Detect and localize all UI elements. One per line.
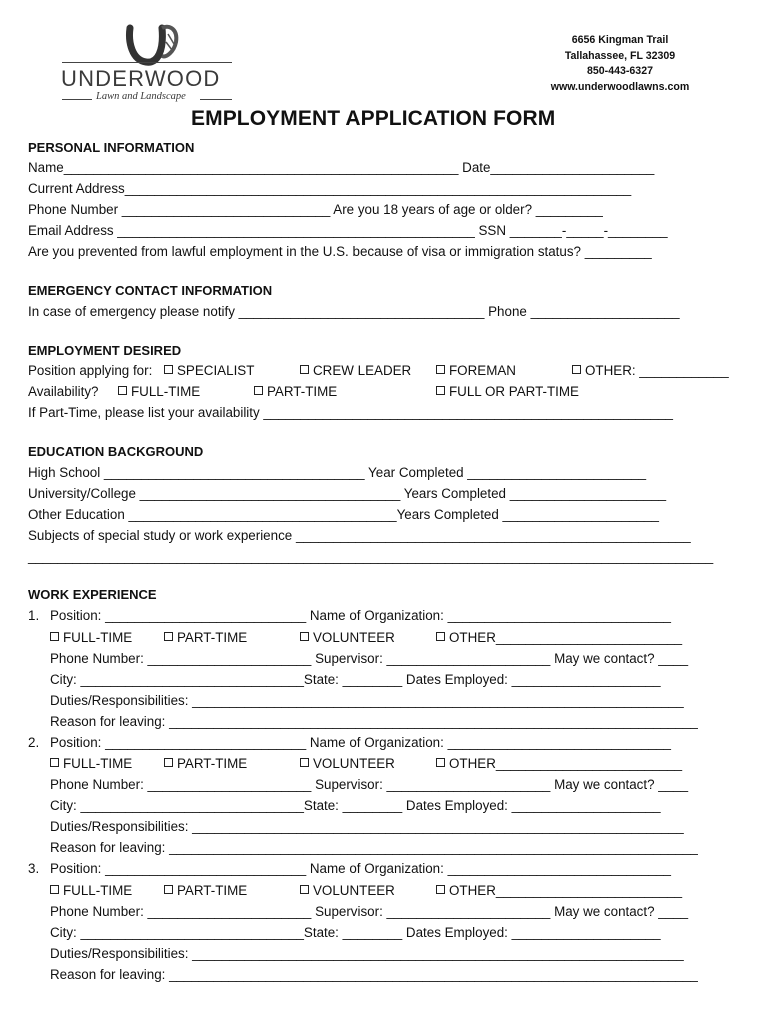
checkbox-full-time[interactable] (50, 756, 132, 772)
section-heading-education: EDUCATION BACKGROUND (28, 444, 204, 459)
checkbox-other[interactable] (436, 883, 682, 899)
checkbox-label: PART-TIME (177, 630, 248, 645)
entry-number: 1. (28, 608, 40, 623)
checkbox-label: VOLUNTEER (313, 883, 395, 898)
checkbox-part-time[interactable] (164, 883, 247, 899)
checkbox-icon[interactable] (164, 365, 173, 374)
checkbox-icon[interactable] (572, 365, 581, 374)
address-web: www.underwoodlawns.com (550, 80, 690, 93)
position-org-field[interactable]: Position: ___________________________ Name of Organization: ______________________________ (50, 861, 671, 876)
checkbox-icon[interactable] (436, 758, 445, 767)
checkbox-icon[interactable] (436, 365, 445, 374)
checkbox-part-time[interactable] (164, 630, 247, 646)
phone-field[interactable]: Phone Number ____________________________ Are you 18 years of age or older? _________ (28, 202, 603, 217)
checkbox-label: FULL-TIME (63, 883, 133, 898)
checkbox-label: CREW LEADER (313, 363, 412, 378)
company-address (520, 33, 720, 95)
checkbox-label: FULL-TIME (63, 630, 133, 645)
checkbox-icon[interactable] (300, 365, 309, 374)
entry-number: 3. (28, 861, 40, 876)
checkbox-other-position[interactable] (572, 363, 729, 379)
address-city: Tallahassee, FL 32309 (564, 49, 676, 62)
checkbox-volunteer[interactable] (300, 630, 395, 646)
checkbox-icon[interactable] (436, 386, 445, 395)
checkbox-crew-leader[interactable] (300, 363, 411, 379)
logo-name: UNDERWOOD (61, 66, 221, 91)
phone-supervisor-field[interactable]: Phone Number: ______________________ Supervisor: ______________________ May we contact? ____ (50, 777, 689, 792)
checkbox-icon[interactable] (50, 758, 59, 767)
checkbox-icon[interactable] (118, 386, 127, 395)
checkbox-full-or-part-time[interactable] (436, 384, 579, 400)
duties-field[interactable]: Duties/Responsibilities: __________________________________________________________________ (50, 819, 684, 834)
checkbox-icon[interactable] (436, 885, 445, 894)
visa-question-field[interactable]: Are you prevented from lawful employment in the U.S. because of visa or immigration status? _________ (28, 244, 652, 259)
entry-number: 2. (28, 735, 40, 750)
checkbox-volunteer[interactable] (300, 883, 395, 899)
logo-rule-left (62, 99, 92, 100)
position-org-field[interactable]: Position: ___________________________ Name of Organization: ______________________________ (50, 608, 671, 623)
checkbox-foreman[interactable] (436, 363, 516, 379)
section-heading-employment: EMPLOYMENT DESIRED (28, 343, 182, 358)
checkbox-label: FULL-TIME (63, 756, 133, 771)
checkbox-label: OTHER_________________________ (449, 883, 683, 898)
duties-field[interactable]: Duties/Responsibilities: __________________________________________________________________ (50, 946, 684, 961)
checkbox-label: OTHER_________________________ (449, 630, 683, 645)
checkbox-full-time[interactable] (50, 630, 132, 646)
checkbox-part-time[interactable] (164, 756, 247, 772)
checkbox-icon[interactable] (50, 632, 59, 641)
checkbox-full-time[interactable] (50, 883, 132, 899)
part-time-availability-field[interactable]: If Part-Time, please list your availability _______________________________________________________ (28, 405, 674, 420)
name-field[interactable]: Name_____________________________________________________ Date______________________ (28, 160, 655, 175)
checkbox-label: FULL-TIME (131, 384, 201, 399)
checkbox-volunteer[interactable] (300, 756, 395, 772)
section-heading-emergency: EMERGENCY CONTACT INFORMATION (28, 283, 273, 298)
checkbox-specialist[interactable] (164, 363, 254, 379)
address-phone: 850-443-6327 (587, 65, 653, 77)
city-state-dates-field[interactable]: City: ______________________________State: ________ Dates Employed: ____________________ (50, 672, 661, 687)
checkbox-label: VOLUNTEER (313, 630, 395, 645)
availability-label: Availability? (28, 384, 99, 399)
form-title: EMPLOYMENT APPLICATION FORM (191, 107, 556, 130)
subjects-field[interactable]: Subjects of special study or work experience _____________________________________________________ (28, 528, 691, 543)
section-heading-work: WORK EXPERIENCE (28, 587, 157, 602)
checkbox-icon[interactable] (436, 632, 445, 641)
checkbox-icon[interactable] (300, 632, 309, 641)
logo-rule-right (200, 99, 232, 100)
checkbox-other[interactable] (436, 756, 682, 772)
checkbox-label: VOLUNTEER (313, 756, 395, 771)
checkbox-icon[interactable] (300, 758, 309, 767)
logo-rule-top (62, 62, 232, 63)
checkbox-label: OTHER: ____________ (585, 363, 729, 378)
subjects-continuation-field[interactable]: ____________________________________________________________________________________________ (28, 549, 714, 564)
reason-for-leaving-field[interactable]: Reason for leaving: _______________________________________________________________________ (50, 967, 698, 982)
checkbox-label: PART-TIME (267, 384, 338, 399)
university-field[interactable]: University/College ___________________________________ Years Completed _____________________ (28, 486, 667, 501)
checkbox-label: SPECIALIST (177, 363, 255, 378)
checkbox-icon[interactable] (50, 885, 59, 894)
checkbox-label: FULL OR PART-TIME (449, 384, 579, 399)
checkbox-icon[interactable] (164, 758, 173, 767)
address-street: 6656 Kingman Trail (571, 34, 669, 46)
logo-tagline: Lawn and Landscape (96, 91, 186, 102)
reason-for-leaving-field[interactable]: Reason for leaving: _______________________________________________________________________ (50, 714, 698, 729)
checkbox-icon[interactable] (164, 632, 173, 641)
position-org-field[interactable]: Position: ___________________________ Name of Organization: ______________________________ (50, 735, 671, 750)
checkbox-full-time[interactable] (118, 384, 200, 400)
checkbox-part-time[interactable] (254, 384, 337, 400)
city-state-dates-field[interactable]: City: ______________________________State: ________ Dates Employed: ____________________ (50, 925, 661, 940)
emergency-contact-field[interactable]: In case of emergency please notify _________________________________ Phone ____________________ (28, 304, 680, 319)
other-education-field[interactable]: Other Education ____________________________________Years Completed _____________________ (28, 507, 659, 522)
phone-supervisor-field[interactable]: Phone Number: ______________________ Supervisor: ______________________ May we contact? ____ (50, 651, 689, 666)
city-state-dates-field[interactable]: City: ______________________________State: ________ Dates Employed: ____________________ (50, 798, 661, 813)
checkbox-label: PART-TIME (177, 883, 248, 898)
email-field[interactable]: Email Address ________________________________________________ SSN _______-_____-________ (28, 223, 668, 238)
section-heading-personal: PERSONAL INFORMATION (28, 140, 195, 155)
duties-field[interactable]: Duties/Responsibilities: __________________________________________________________________ (50, 693, 684, 708)
phone-supervisor-field[interactable]: Phone Number: ______________________ Supervisor: ______________________ May we contact? ____ (50, 904, 689, 919)
checkbox-label: PART-TIME (177, 756, 248, 771)
reason-for-leaving-field[interactable]: Reason for leaving: _______________________________________________________________________ (50, 840, 698, 855)
checkbox-icon[interactable] (300, 885, 309, 894)
high-school-field[interactable]: High School ___________________________________ Year Completed ________________________ (28, 465, 647, 480)
checkbox-icon[interactable] (164, 885, 173, 894)
checkbox-icon[interactable] (254, 386, 263, 395)
checkbox-other[interactable] (436, 630, 682, 646)
checkbox-label: FOREMAN (449, 363, 516, 378)
checkbox-label: OTHER_________________________ (449, 756, 683, 771)
position-applying-label: Position applying for: (28, 363, 153, 378)
current-address-field[interactable]: Current Address____________________________________________________________________ (28, 181, 632, 196)
